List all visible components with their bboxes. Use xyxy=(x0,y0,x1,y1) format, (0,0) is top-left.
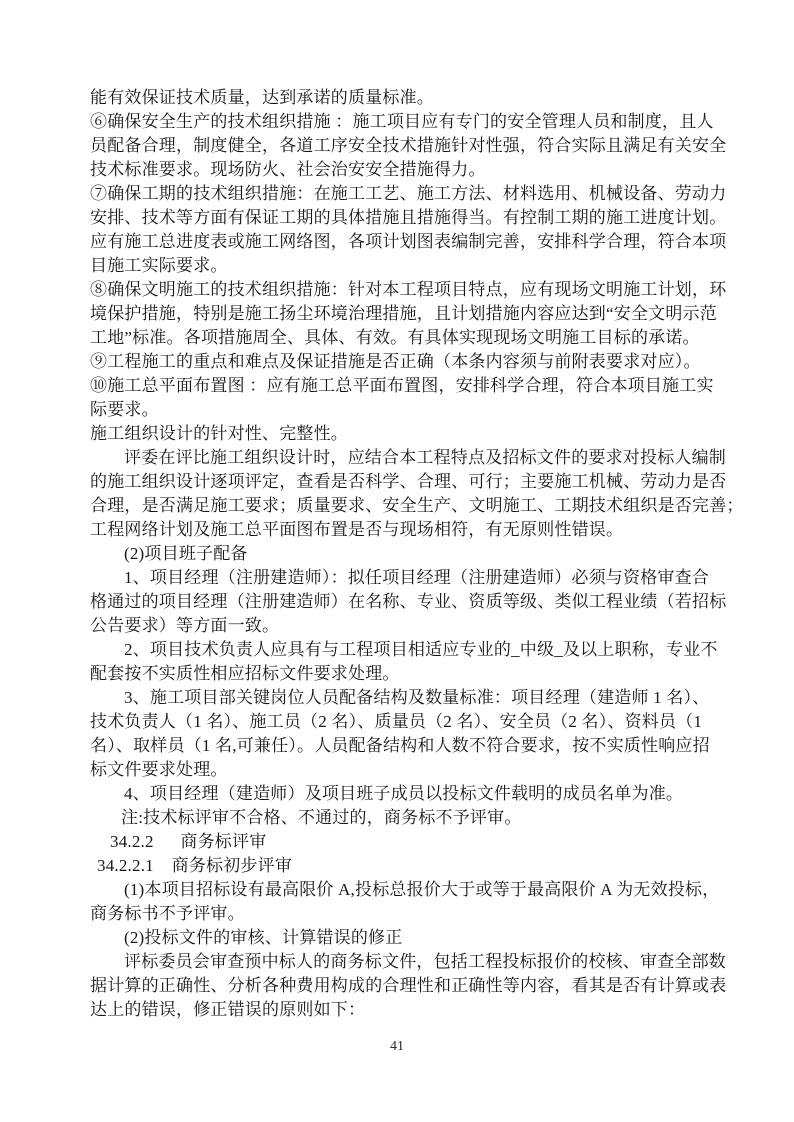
text-line: 评委在评比施工组织设计时，应结合本工程特点及招标文件的要求对投标人编制 xyxy=(124,448,726,467)
text-line: 配套按不实质性相应招标文件要求处理。 xyxy=(90,664,400,683)
text-line: 工程网络计划及施工总平面图布置是否与现场相符，有无原则性错误。 xyxy=(90,520,624,539)
text-line: 达上的错误，修正错误的原则如下： xyxy=(90,1000,366,1019)
text-line: 名）、取样员（1 名,可兼任）。人员配备结构和人数不符合要求，按不实质性响应招 xyxy=(90,736,710,755)
text-line: 1、项目经理（注册建造师）：拟任项目经理（注册建造师）必须与资格审查合 xyxy=(124,568,709,587)
text-line: 3、施工项目部关键岗位人员配备结构及数量标准：项目经理（建造师 1 名）、 xyxy=(124,688,710,707)
text-line: 能有效保证技术质量，达到承诺的质量标准。 xyxy=(90,88,434,107)
text-line: 格通过的项目经理（注册建造师）在名称、专业、资质等级、类似工程业绩（若招标 xyxy=(90,592,727,611)
text-line: 际要求。 xyxy=(90,400,159,419)
text-line: 安排、技术等方面有保证工期的具体措施且措施得当。有控制工期的施工进度计划。 xyxy=(90,208,727,227)
text-line: 34.2.2 商务标评审 xyxy=(110,832,267,851)
text-line: 技术标准要求。现场防火、社会治安安全措施得力。 xyxy=(90,160,486,179)
text-line: 标文件要求处理。 xyxy=(90,760,228,779)
text-line: ⑩施工总平面布置图 ：应有施工总平面布置图，安排科学合理，符合本项目施工实 xyxy=(90,376,714,395)
text-line: 施工组织设计的针对性、完整性。 xyxy=(90,424,348,443)
text-line: 的施工组织设计逐项评定，查看是否科学、合理、可行；主要施工机械、劳动力是否 xyxy=(90,472,727,491)
text-line: ⑨工程施工的重点和难点及保证措施是否正确（本条内容须与前附表要求对应）。 xyxy=(90,352,701,371)
text-line: 技术负责人（1 名）、施工员（2 名）、质量员（2 名）、安全员（2 名）、资料员（1 xyxy=(90,712,703,731)
text-line: 商务标书不予评审。 xyxy=(90,904,245,923)
text-line: 据计算的正确性、分析各种费用构成的合理性和正确性等内容，看其是否有计算或表 xyxy=(90,976,727,995)
text-line: (1)本项目招标设有最高限价 A,投标总报价大于或等于最高限价 A 为无效投标， xyxy=(124,880,720,899)
text-line: (2)投标文件的审核、计算错误的修正 xyxy=(124,928,403,947)
page-number: 41 xyxy=(390,1039,404,1054)
text-line: 4、项目经理（建造师）及项目班子成员以投标文件载明的成员名单为准。 xyxy=(124,784,684,803)
document-body xyxy=(90,86,744,1022)
text-line: 境保护措施，特别是施工扬尘环境治理措施，且计划措施内容应达到“安全文明示范 xyxy=(90,304,717,323)
text-line: 合理，是否满足施工要求；质量要求、安全生产、文明施工、工期技术组织是否完善； xyxy=(90,496,744,515)
text-line: 应有施工总进度表或施工网络图，各项计划图表编制完善，安排科学合理，符合本项 xyxy=(90,232,727,251)
text-line: ⑥确保安全生产的技术组织措施 ：施工项目应有专门的安全管理人员和制度，且人 xyxy=(90,112,714,131)
text-line: 员配备合理，制度健全，各道工序安全技术措施针对性强，符合实际且满足有关安全 xyxy=(90,136,727,155)
text-line: 34.2.2.1 商务标初步评审 xyxy=(97,856,293,875)
text-line: (2)项目班子配备 xyxy=(124,544,248,563)
text-line: 注:技术标评审不合格、不通过的，商务标不予评审。 xyxy=(121,808,522,827)
text-line: 2、项目技术负责人应具有与工程项目相适应专业的_中级_及以上职称，专业不 xyxy=(124,640,718,659)
text-line: 评标委员会审查预中标人的商务标文件，包括工程投标报价的校核、审查全部数 xyxy=(124,952,726,971)
text-line: 工地”标准。各项措施周全、具体、有效。有具体实现现场文明施工目标的承诺。 xyxy=(90,328,700,347)
text-line: ⑦确保工期的技术组织措施：在施工工艺、施工方法、材料选用、机械设备、劳动力 xyxy=(90,184,727,203)
text-line: ⑧确保文明施工的技术组织措施：针对本工程项目特点，应有现场文明施工计划，环 xyxy=(90,280,727,299)
text-line: 目施工实际要求。 xyxy=(90,256,228,275)
text-line: 公告要求）等方面一致。 xyxy=(90,616,280,635)
